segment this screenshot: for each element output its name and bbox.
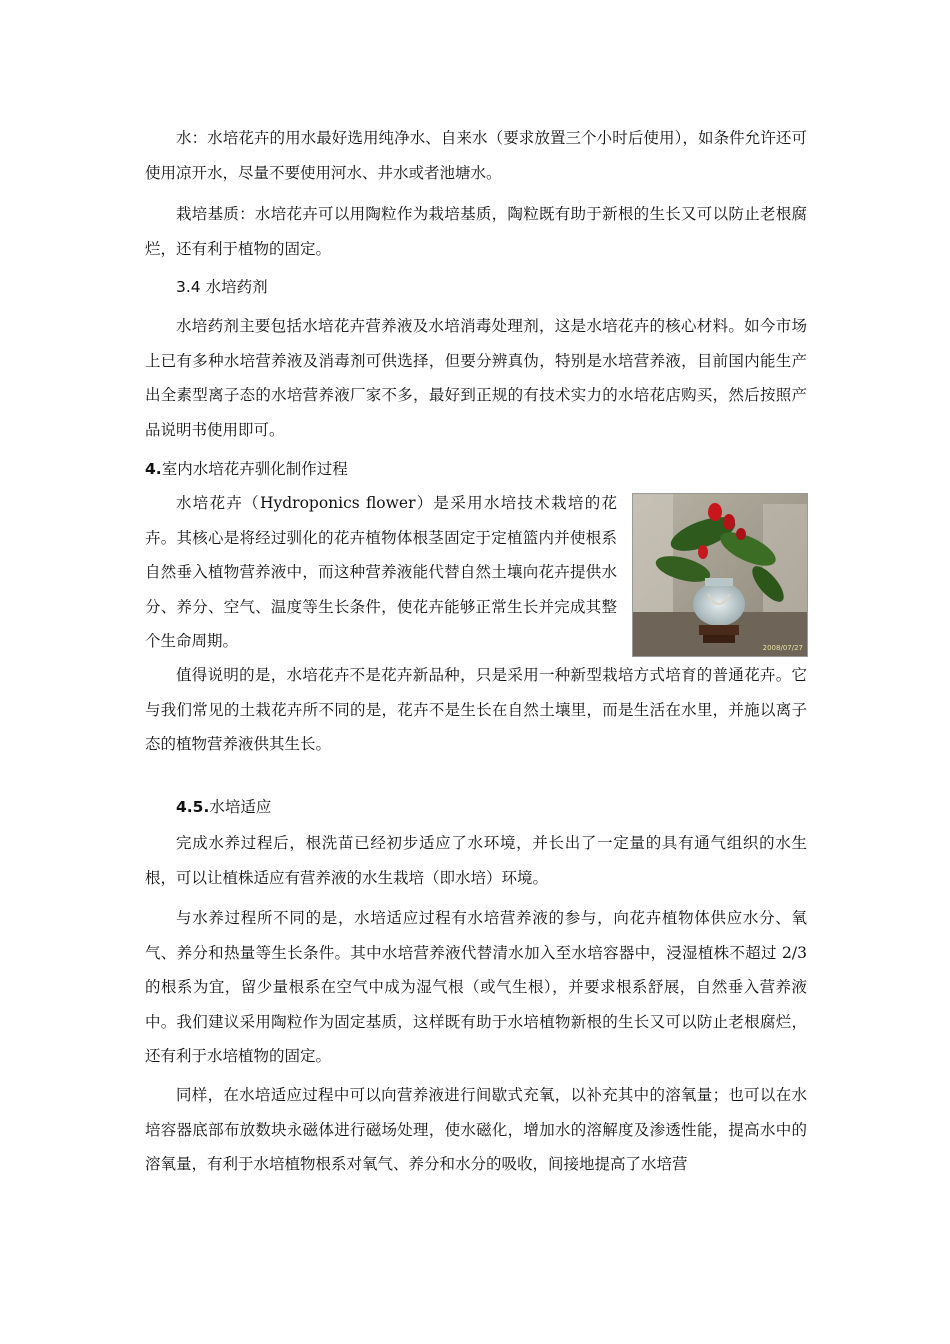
heading-text: 水培适应 xyxy=(209,798,272,816)
paragraph-water: 水：水培花卉的用水最好选用纯净水、自来水（要求放置三个小时后使用），如条件允许还可使用凉开水，尽量不要使用河水、井水或者池塘水。 xyxy=(145,129,807,182)
paragraph-clarification: 值得说明的是，水培花卉不是花卉新品种，只是采用一种新型栽培方式培育的普通花卉。它与我们常见的土栽花卉所不同的是，花卉不是生长在自然土壤里，而是生活在水里，并施以离子态的植物营养液供其生长。 xyxy=(145,666,807,753)
paragraph-oxygenation: 同样，在水培适应过程中可以向营养液进行间歇式充氧，以补充其中的溶氧量；也可以在水培容器底部布放数块永磁体进行磁场处理，使水磁化，增加水的溶解度及渗透性能，提高水中的溶氧量，有利于水培植物根系对氧气、养分和水分的吸收，间接地提高了水培营 xyxy=(145,1086,807,1173)
section-heading-3-4 xyxy=(176,270,268,304)
heading-text: 室内水培花卉驯化制作过程 xyxy=(161,460,348,478)
photo-date-stamp: 2008/07/27 xyxy=(762,644,803,652)
paragraph-difference: 与水养过程所不同的是，水培适应过程有水培营养液的参与，向花卉植物体供应水分、氧气、养分和热量等生长条件。其中水培营养液代替清水加入至水培容器中，浸湿植株不超过 2/3 的根系为宜，留少量根系在空气中成为湿气根（或气生根），并要求根系舒展，自然垂入营养液中。我们建议采用陶粒作为固定基质，这样既有助于水培植物新根的生长又可以防止老根腐烂，还有利于水培植物的固定。 xyxy=(145,909,807,1065)
section-heading-4 xyxy=(145,452,348,486)
anthurium-vase-photo xyxy=(632,493,808,657)
heading-number: 3.4 xyxy=(176,278,201,296)
section-heading-4-5 xyxy=(176,790,271,824)
heading-number: 4. xyxy=(145,460,162,478)
paragraph-agents: 水培药剂主要包括水培花卉营养液及水培消毒处理剂，这是水培花卉的核心材料。如今市场上已有多种水培营养液及消毒剂可供选择，但要分辨真伪，特别是水培营养液，目前国内能生产出全素型离子态的水培营养液厂家不多，最好到正规的有技术实力的水培花店购买，然后按照产品说明书使用即可。 xyxy=(145,317,807,439)
heading-number: 4.5. xyxy=(176,798,210,816)
heading-text: 水培药剂 xyxy=(200,278,268,296)
paragraph-adaptation: 完成水养过程后，根洗苗已经初步适应了水环境，并长出了一定量的具有通气组织的水生根，可以让植株适应有营养液的水生栽培（即水培）环境。 xyxy=(145,834,807,887)
paragraph-hydroponics-intro: 水培花卉（Hydroponics flower）是采用水培技术栽培的花卉。其核心是将经过驯化的花卉植物体根茎固定于定植篮内并使根系自然垂入植物营养液中，而这种营养液能代替自然土壤向花卉提供水分、养分、空气、温度等生长条件，使花卉能够正常生长并完成其整个生命周期。 xyxy=(145,494,617,650)
paragraph-substrate: 栽培基质：水培花卉可以用陶粒作为栽培基质，陶粒既有助于新根的生长又可以防止老根腐烂，还有利于植物的固定。 xyxy=(145,205,807,258)
